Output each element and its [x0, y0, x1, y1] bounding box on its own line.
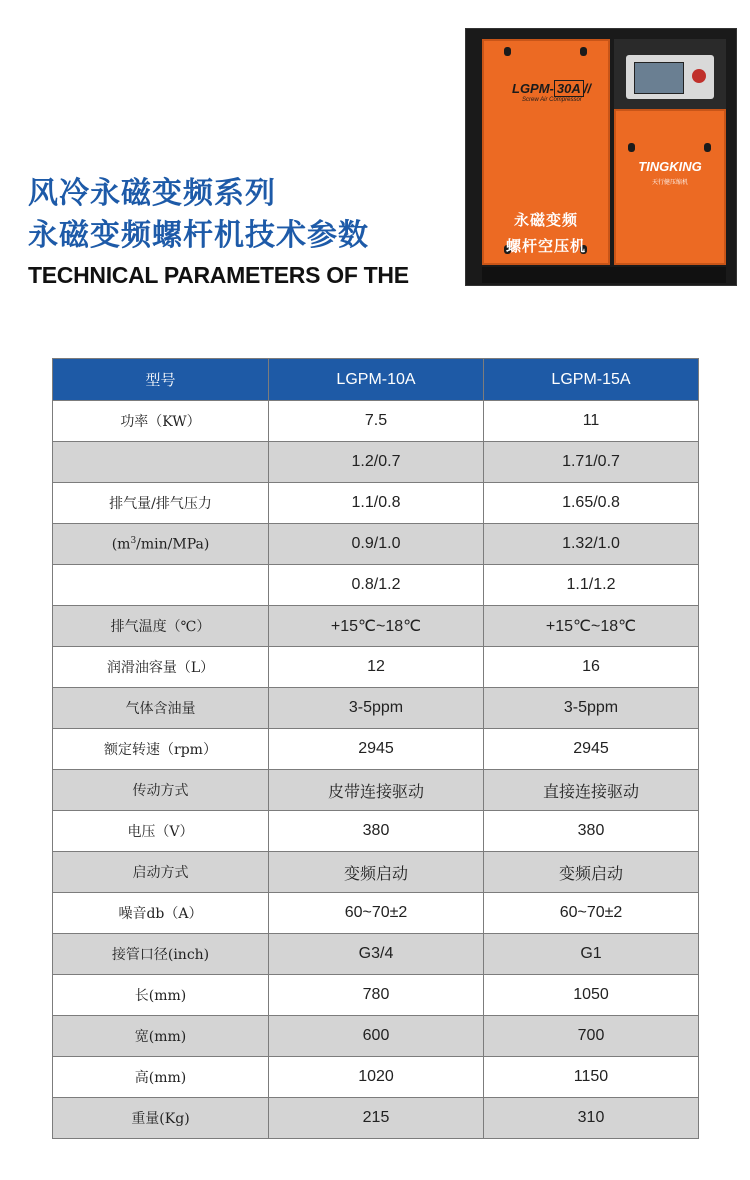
model-badge: LGPM- 30A // — [512, 81, 591, 96]
row-value: 2945 — [269, 729, 484, 770]
row-value: 变频启动 — [269, 852, 484, 893]
table-row — [53, 893, 699, 934]
row-value: 1020 — [269, 1057, 484, 1098]
emergency-stop-icon — [692, 69, 706, 83]
row-label: 润滑油容量（L） — [53, 647, 269, 688]
table-row — [53, 1098, 699, 1139]
table-row — [53, 1057, 699, 1098]
row-label: 排气温度（℃） — [53, 606, 269, 647]
row-value: 16 — [484, 647, 699, 688]
row-label: 长(mm) — [53, 975, 269, 1016]
row-value: 700 — [484, 1016, 699, 1057]
row-label: 传动方式 — [53, 770, 269, 811]
machine-left-door — [482, 39, 610, 265]
table-row — [53, 647, 699, 688]
page-title-line2: 永磁变频螺杆机技术参数 — [28, 218, 369, 253]
product-image — [465, 28, 737, 286]
table-row — [53, 811, 699, 852]
row-value: 7.5 — [269, 401, 484, 442]
row-value: 1.2/0.7 — [269, 442, 484, 483]
row-value: +15℃~18℃ — [269, 606, 484, 647]
page-title-line1: 风冷永磁变频系列 — [28, 176, 276, 211]
row-label-empty — [53, 565, 269, 606]
row-value: 0.9/1.0 — [269, 524, 484, 565]
header-model: 型号 — [53, 359, 269, 401]
table-row — [53, 1016, 699, 1057]
row-label: 排气量/排气压力 — [53, 483, 269, 524]
row-value: G3/4 — [269, 934, 484, 975]
table-row — [53, 688, 699, 729]
table-row — [53, 975, 699, 1016]
row-label: 高(mm) — [53, 1057, 269, 1098]
table-row — [53, 606, 699, 647]
row-value: G1 — [484, 934, 699, 975]
table-row — [53, 565, 699, 606]
table-row — [53, 770, 699, 811]
machine-base — [482, 267, 726, 283]
table-row — [53, 483, 699, 524]
machine-label: 永磁变频 螺杆空压机 — [505, 211, 586, 255]
row-value: 380 — [484, 811, 699, 852]
row-value: 3-5ppm — [269, 688, 484, 729]
table-row — [53, 729, 699, 770]
brand-logo-sub: 天行健压缩机 — [651, 179, 688, 186]
bolt-icon — [580, 47, 587, 56]
row-value: 1.65/0.8 — [484, 483, 699, 524]
row-value: 1.71/0.7 — [484, 442, 699, 483]
page-title-english: TECHNICAL PARAMETERS OF THE — [28, 262, 409, 288]
screen-icon — [634, 62, 684, 94]
row-value: 1.1/1.2 — [484, 565, 699, 606]
row-value: 11 — [484, 401, 699, 442]
table-row — [53, 852, 699, 893]
row-value: 直接连接驱动 — [484, 770, 699, 811]
bolt-icon — [504, 47, 511, 56]
row-value: 310 — [484, 1098, 699, 1139]
row-value: +15℃~18℃ — [484, 606, 699, 647]
row-label: 重量(Kg) — [53, 1098, 269, 1139]
row-label: 额定转速（rpm） — [53, 729, 269, 770]
row-label: 噪音db（A） — [53, 893, 269, 934]
spec-table — [52, 358, 699, 1139]
row-value: 60~70±2 — [269, 893, 484, 934]
badge-subtitle: Screw Air Compressor — [522, 97, 582, 103]
table-row — [53, 934, 699, 975]
bolt-icon — [628, 143, 635, 152]
row-label: 电压（V） — [53, 811, 269, 852]
row-value: 1150 — [484, 1057, 699, 1098]
row-label: 宽(mm) — [53, 1016, 269, 1057]
row-value: 12 — [269, 647, 484, 688]
row-value: 215 — [269, 1098, 484, 1139]
bolt-icon — [704, 143, 711, 152]
row-value: 2945 — [484, 729, 699, 770]
table-row — [53, 401, 699, 442]
table-row — [53, 524, 699, 565]
header-model-1: LGPM-10A — [269, 359, 484, 401]
row-value: 1050 — [484, 975, 699, 1016]
row-value: 皮带连接驱动 — [269, 770, 484, 811]
machine-right-panel — [614, 39, 726, 265]
row-label-unit: $(m^3/\min/MPa)$ — [53, 524, 269, 565]
row-value: 600 — [269, 1016, 484, 1057]
row-value: 380 — [269, 811, 484, 852]
row-value: 60~70±2 — [484, 893, 699, 934]
row-label: 气体含油量 — [53, 688, 269, 729]
row-label-empty — [53, 442, 269, 483]
row-value: 0.8/1.2 — [269, 565, 484, 606]
table-row — [53, 442, 699, 483]
row-label: 启动方式 — [53, 852, 269, 893]
row-value: 780 — [269, 975, 484, 1016]
machine-right-door — [614, 109, 726, 265]
row-label: 接管口径(inch) — [53, 934, 269, 975]
brand-logo: TINGKING — [638, 159, 702, 174]
header-model-2: LGPM-15A — [484, 359, 699, 401]
row-value: 1.1/0.8 — [269, 483, 484, 524]
row-value: 变频启动 — [484, 852, 699, 893]
row-value: 1.32/1.0 — [484, 524, 699, 565]
control-panel — [626, 55, 714, 99]
table-header-row — [53, 359, 699, 401]
row-value: 3-5ppm — [484, 688, 699, 729]
row-label: 功率（KW） — [53, 401, 269, 442]
